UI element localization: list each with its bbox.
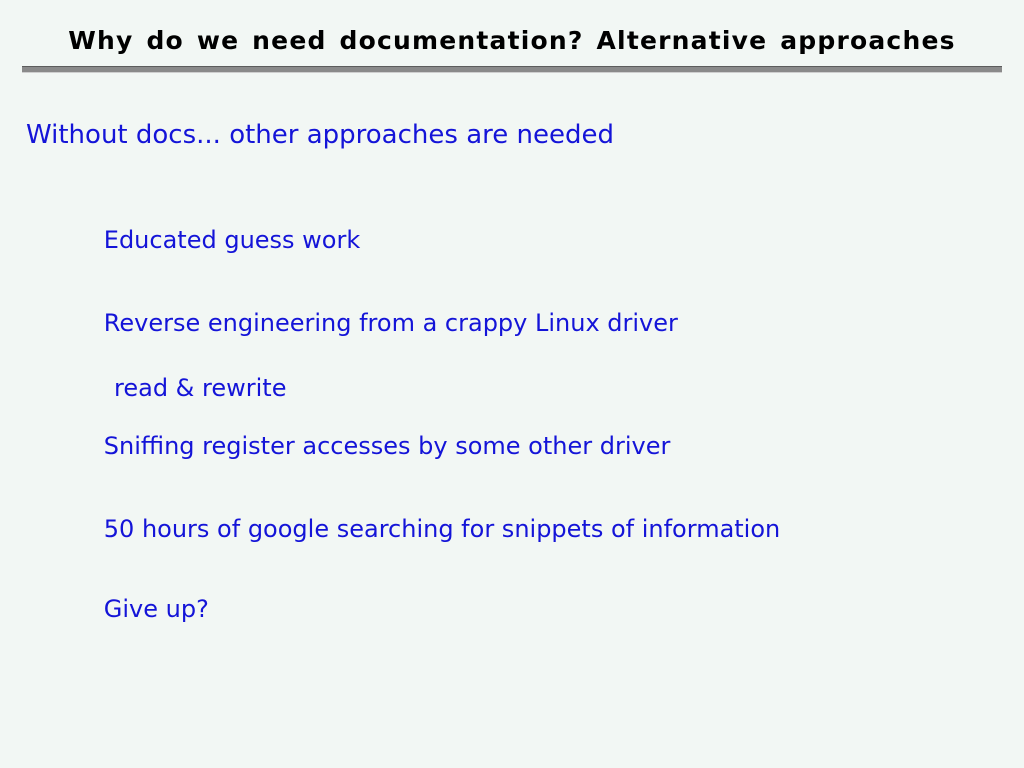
page-title: Why do we need documentation? Alternative approaches: [68, 26, 956, 55]
list-item: [58, 404, 670, 488]
list-item: [58, 487, 780, 571]
list-item: [58, 567, 209, 651]
list-item: [58, 198, 360, 282]
bullet-text: Sniffing register accesses by some other driver: [103, 432, 671, 460]
bullet-text: Reverse engineering from a crappy Linux driver: [103, 309, 678, 337]
bullet-text: Educated guess work: [103, 226, 361, 254]
title-divider: [22, 66, 1002, 73]
bullet-text: Give up?: [103, 595, 209, 623]
lead-text: Without docs... other approaches are needed: [26, 120, 614, 150]
bullet-subtext: read & rewrite: [114, 374, 287, 402]
bullet-text: 50 hours of google searching for snippets of information: [103, 515, 781, 543]
